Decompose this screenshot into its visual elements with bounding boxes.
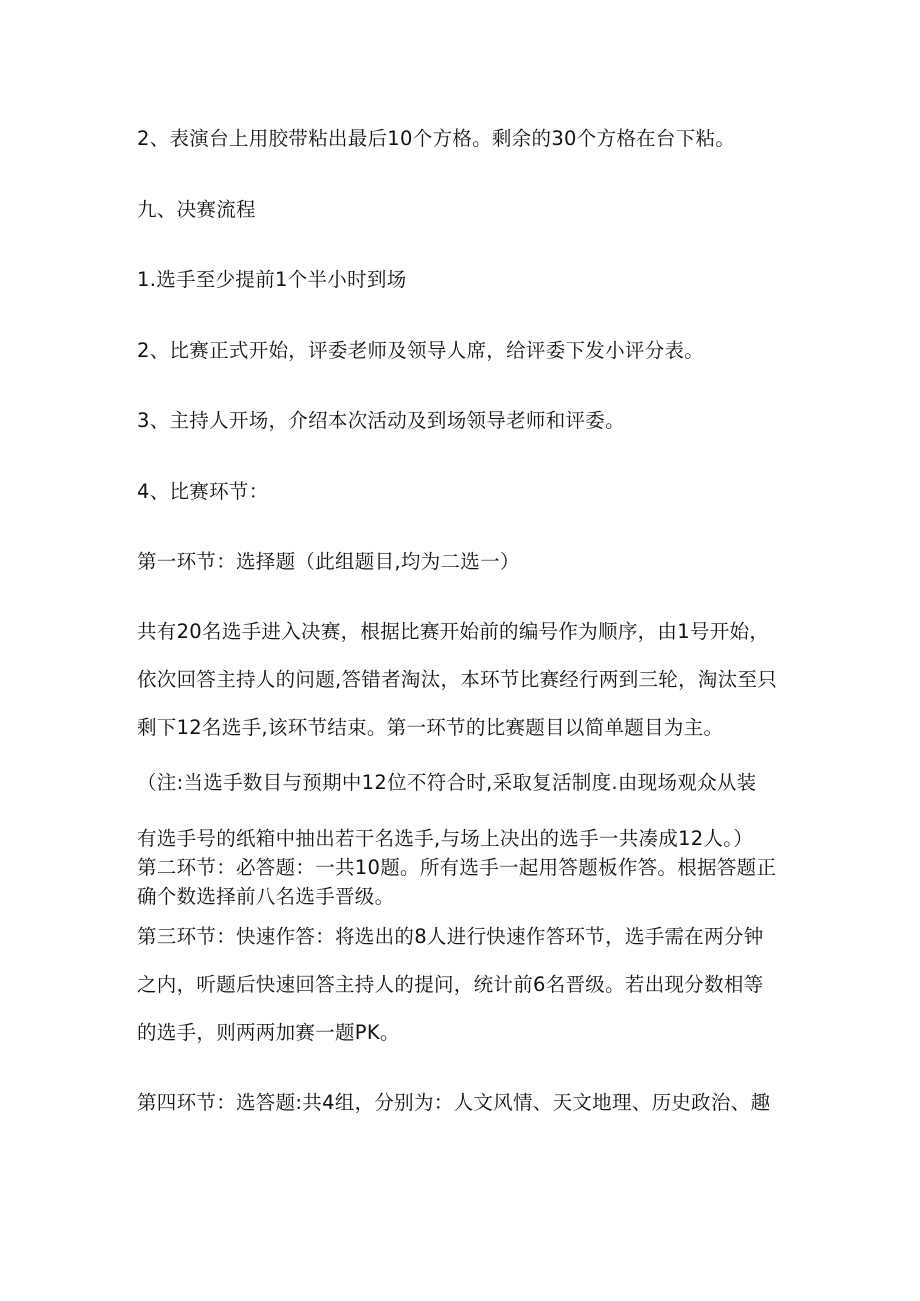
round-1-text-line-2: 依次回答主持人的问题,答错者淘汰，本环节比赛经行两到三轮，淘汰至只	[137, 668, 778, 691]
round-3-line-3: 的选手，则两两加赛一题PK。	[137, 1021, 400, 1044]
round-1-text-line-3: 剩下12名选手,该环节结束。第一环节的比赛题目以简单题目为主。	[137, 716, 724, 739]
step-2-start: 2、比赛正式开始，评委老师及领导人席，给评委下发小评分表。	[137, 339, 705, 362]
step-3-host-opening: 3、主持人开场，介绍本次活动及到场领导老师和评委。	[137, 409, 625, 432]
paragraph-stage-grid: 2、表演台上用胶带粘出最后10个方格。剩余的30个方格在台下粘。	[137, 127, 736, 150]
round-4-line-1: 第四环节：选答题:共4组，分别为：人文风情、天文地理、历史政治、趣	[137, 1091, 771, 1114]
step-1-arrival: 1.选手至少提前1个半小时到场	[137, 268, 407, 291]
round-2-line-1: 第二环节：必答题：一共10题。所有选手一起用答题板作答。根据答题正	[137, 856, 777, 879]
round-3-line-1: 第三环节：快速作答：将选出的8人进行快速作答环节，选手需在两分钟	[137, 925, 764, 948]
round-3-line-2: 之内，听题后快速回答主持人的提问，统计前6名晋级。若出现分数相等	[137, 973, 764, 996]
step-4-rounds: 4、比赛环节：	[137, 480, 269, 503]
round-1-note-line-2: 有选手号的纸箱中抽出若干名选手,与场上决出的选手一共凑成12人。）	[137, 827, 754, 850]
round-2-line-2: 确个数选择前八名选手晋级。	[137, 885, 395, 908]
round-1-heading: 第一环节：选择题（此组题目,均为二选一）	[137, 550, 520, 573]
round-1-note-line-1: （注:当选手数目与预期中12位不符合时,采取复活制度.由现场观众从装	[137, 771, 757, 794]
section-heading-final-process: 九、决赛流程	[137, 198, 256, 221]
round-1-text-line-1: 共有20名选手进入决赛，根据比赛开始前的编号作为顺序，由1号开始，	[137, 620, 770, 643]
